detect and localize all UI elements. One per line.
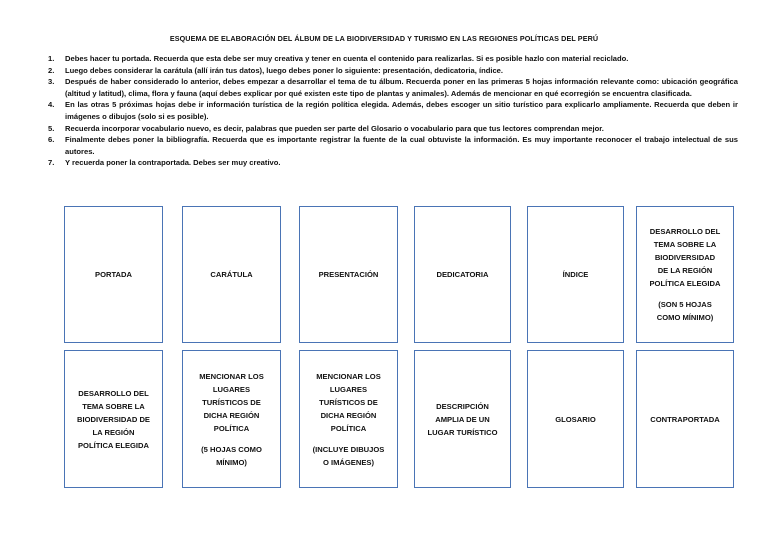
card-presentacion: [299, 206, 398, 343]
card-label: DESARROLLO DEL TEMA SOBRE LA BIODIVERSIDAD DE LA REGIÓN POLÍTICA ELEGIDA: [649, 227, 721, 288]
instruction-item: [48, 76, 738, 99]
card-label: PORTADA: [95, 270, 132, 279]
instruction-text: Finalmente debes poner la bibliografía. Recuerda que es importante registrar la fuente de la cual obtuviste la información. Es muy importante reconocer el trabajo intelectual de sus autores.: [65, 135, 738, 156]
card-label: MENCIONAR LOS LUGARES TURÍSTICOS DE DICHA REGIÓN POLÍTICA: [199, 371, 264, 433]
card-note: (5 HOJAS COMO MÍNIMO): [201, 444, 262, 467]
card-label: DEDICATORIA: [436, 270, 489, 279]
card-label: CARÁTULA: [210, 270, 253, 279]
card-desarrollo-biodiversidad-2: [64, 350, 163, 488]
instruction-text: Recuerda incorporar vocabulario nuevo, es decir, palabras que pueden ser parte del Glosario o vocabulario para que tus lectores comprendan mejor.: [65, 123, 604, 133]
instruction-number: 6.: [48, 135, 55, 145]
card-descripcion-lugar: [414, 350, 511, 488]
card-note: (SON 5 HOJAS COMO MÍNIMO): [656, 300, 714, 322]
instruction-item: [48, 157, 738, 169]
card-dedicatoria: [414, 206, 511, 343]
instruction-item: [48, 134, 738, 157]
card-label: PRESENTACIÓN: [318, 270, 379, 279]
card-label: DESARROLLO DEL TEMA SOBRE LA BIODIVERSIDAD DE LA REGIÓN POLÍTICA ELEGIDA: [77, 388, 150, 450]
card-label: MENCIONAR LOS LUGARES TURÍSTICOS DE DICHA REGIÓN POLÍTICA: [316, 371, 381, 433]
instruction-number: 4.: [48, 100, 55, 110]
card-label: DESCRIPCIÓN AMPLIA DE UN LUGAR TURÍSTICO: [427, 401, 498, 437]
instructions-list: [48, 53, 738, 169]
document-title: ESQUEMA DE ELABORACIÓN DEL ÁLBUM DE LA BIODIVERSIDAD Y TURISMO EN LAS REGIONES POLÍTICAS DEL PERÚ: [169, 34, 599, 43]
instruction-item: [48, 65, 738, 77]
card-portada: [64, 206, 163, 343]
instruction-item: [48, 123, 738, 135]
instruction-item: [48, 53, 738, 65]
card-indice: [527, 206, 624, 343]
instruction-number: 3.: [48, 77, 55, 87]
card-note: (INCLUYE DIBUJOS O IMÁGENES): [312, 444, 385, 467]
card-lugares-turisticos-imagenes: [299, 350, 398, 488]
instruction-item: [48, 99, 738, 122]
card-caratula: [182, 206, 281, 343]
instruction-number: 1.: [48, 54, 55, 63]
instruction-text: En las otras 5 próximas hojas debe ir información turística de la región política elegida. Además, debes escoger un sitio turístico para explicarlo ampliamente. Recuerda que deben ir imágenes o dibujos (solo si es posible).: [65, 100, 738, 121]
card-label: CONTRAPORTADA: [650, 414, 720, 424]
instruction-number: 2.: [48, 65, 55, 75]
instruction-text: Luego debes considerar la carátula (allí irán tus datos), luego debes poner lo siguiente: presentación, dedicatoria, índice.: [65, 65, 504, 75]
card-label: ÍNDICE: [562, 270, 589, 279]
instruction-number: 5.: [48, 123, 55, 133]
card-label: GLOSARIO: [555, 414, 596, 424]
card-lugares-turisticos: [182, 350, 281, 488]
instruction-text: Debes hacer tu portada. Recuerda que esta debe ser muy creativa y tener en cuenta el contenido para realizarlas. Si es posible hazlo con material reciclado.: [65, 54, 629, 63]
card-desarrollo-biodiversidad: [636, 206, 734, 343]
instruction-number: 7.: [48, 158, 55, 168]
card-contraportada: [636, 350, 734, 488]
instruction-text: Después de haber considerado lo anterior, debes empezar a desarrollar el tema de tu álbum. Recuerda poner en las primeras 5 hojas información relevante como: ubicación geográfica (altitud y latitud), clima, flora y fauna (aquí debes explicar por qué existen este tipo de plantas y animales). Además de mencionar en qué ecorregión se encuentra clasificada.: [65, 77, 738, 98]
card-glosario: [527, 350, 624, 488]
instruction-text: Y recuerda poner la contraportada. Debes ser muy creativo.: [65, 158, 281, 168]
